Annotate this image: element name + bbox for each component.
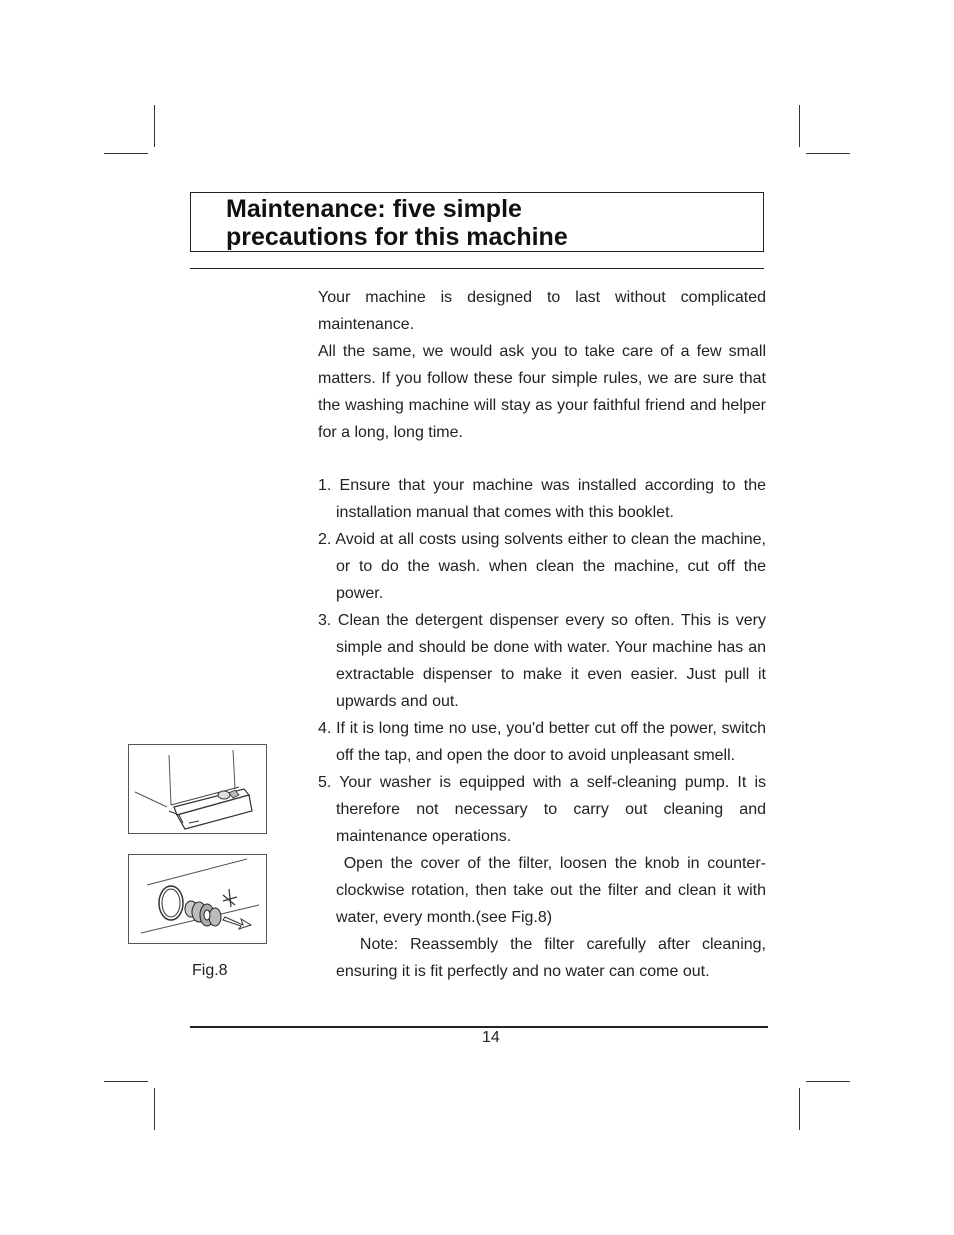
crop-mark-bottom-left-horizontal xyxy=(104,1081,148,1082)
rule-item-3: 3. Clean the detergent dispenser every so often. This is very simple and should be done with water. Your machine has an extractable dispenser to make it even easier. Just pull it upwards and out. xyxy=(318,612,766,710)
figure-filter-cover xyxy=(128,744,267,834)
filter-removal-illustration xyxy=(129,855,265,942)
title-box xyxy=(190,192,764,252)
crop-mark-top-right-vertical xyxy=(799,105,800,147)
rule-item-2: 2. Avoid at all costs using solvents either to clean the machine, or to do the wash. when clean the machine, cut off the power. xyxy=(318,531,766,602)
crop-mark-bottom-right-horizontal xyxy=(806,1081,850,1082)
figure-caption: Fig.8 xyxy=(192,962,228,979)
footer-divider xyxy=(190,1026,768,1028)
page-number: 14 xyxy=(482,1029,500,1046)
rule-item-4: 4. If it is long time no use, you'd better cut off the power, switch off the tap, and open the door to avoid unpleasant smell. xyxy=(318,720,766,764)
main-text-column xyxy=(318,284,766,985)
filter-instructions xyxy=(318,850,766,931)
crop-mark-bottom-right-vertical xyxy=(799,1088,800,1130)
intro-paragraph-1: Your machine is designed to last without complicated maintenance. xyxy=(318,289,766,333)
filter-cover-illustration xyxy=(129,745,265,832)
intro-paragraph-2: All the same, we would ask you to take care of a few small matters. If you follow these four simple rules, we are sure that the washing machine will stay as your faithful friend and helper for a long, long time. xyxy=(318,343,766,441)
page-title-line-1: Maintenance: five simple xyxy=(226,195,522,223)
page-title-line-2: precautions for this machine xyxy=(226,223,568,251)
crop-mark-bottom-left-vertical xyxy=(154,1088,155,1130)
filter-instructions-text: Open the cover of the filter, loosen the knob in counter-clockwise rotation, then take out the filter and clean it with water, every month.(see Fig.8) xyxy=(336,855,766,926)
rule-item-1: 1. Ensure that your machine was installed according to the installation manual that comes with this booklet. xyxy=(318,477,766,521)
crop-mark-top-left-horizontal xyxy=(104,153,148,154)
rule-item-5: 5. Your washer is equipped with a self-cleaning pump. It is therefore not necessary to carry out cleaning and maintenance operations. xyxy=(318,774,766,845)
reassembly-note-text: Note: Reassembly the filter carefully after cleaning, ensuring it is fit perfectly and no water can come out. xyxy=(336,936,766,980)
reassembly-note xyxy=(318,931,766,985)
figure-filter-removal xyxy=(128,854,267,944)
page-title xyxy=(226,195,568,251)
header-divider xyxy=(190,268,764,269)
crop-mark-top-right-horizontal xyxy=(806,153,850,154)
crop-mark-top-left-vertical xyxy=(154,105,155,147)
